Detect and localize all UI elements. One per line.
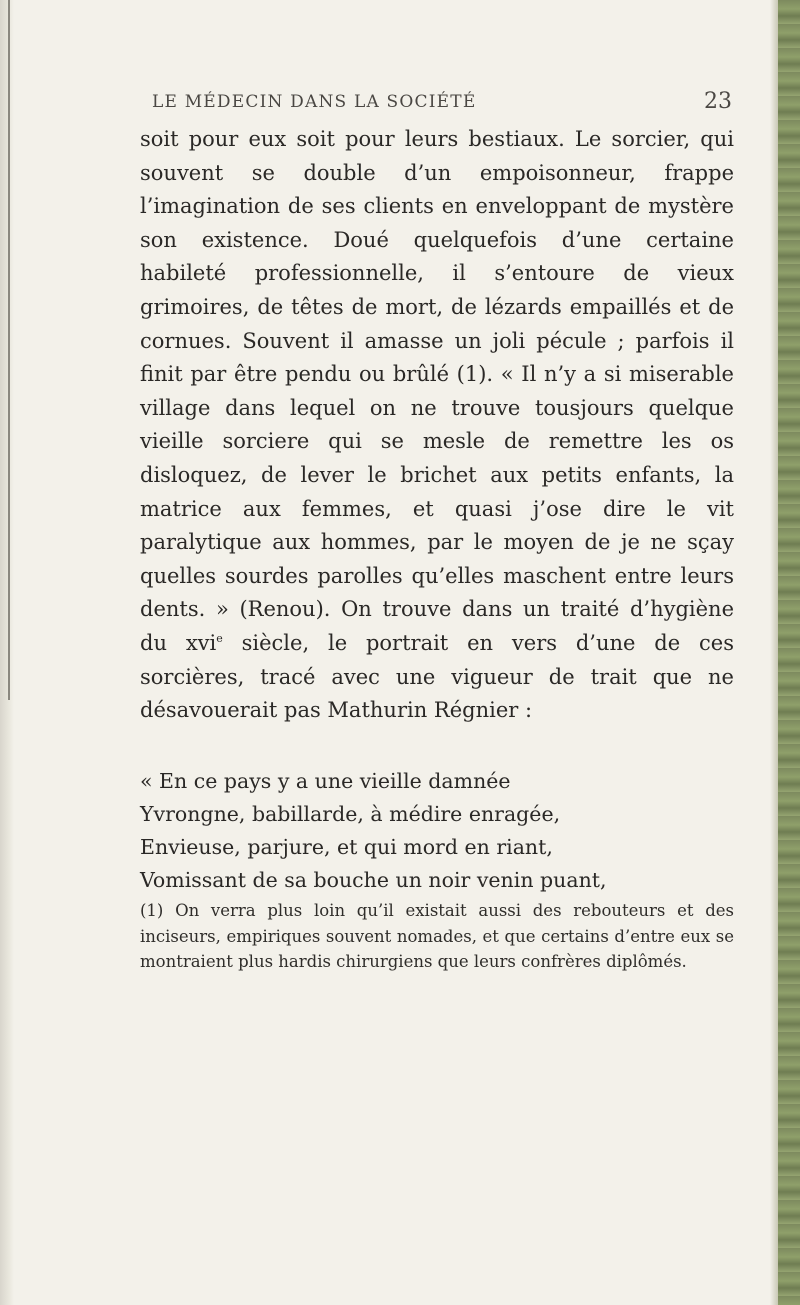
running-header bbox=[152, 89, 732, 122]
body-paragraph bbox=[140, 123, 734, 728]
page-number: 23 bbox=[704, 89, 732, 114]
body-paragraph-end: siècle, le portrait en vers d’une de ces sorcières, tracé avec une vigueur de trait que ne désavouerait pas Mathurin Régnier : bbox=[140, 630, 734, 723]
book-cover-edge bbox=[778, 0, 800, 1305]
verse-quotation bbox=[140, 765, 734, 897]
century-numeral: xvi bbox=[185, 630, 217, 655]
footnote: (1) On verra plus loin qu’il existait aussi des rebouteurs et des inciseurs, empiriques souvent nomades, et que certains d’entre eux se montraient plus hardis chirurgiens que leurs confrères diplômés. bbox=[140, 901, 734, 971]
page-gutter-left bbox=[0, 0, 14, 1305]
running-title: LE MÉDECIN DANS LA SOCIÉTÉ bbox=[152, 92, 477, 112]
main-text-block bbox=[140, 123, 734, 728]
verse-line: Yvrongne, babillarde, à médire enragée, bbox=[140, 802, 561, 826]
century-superscript: e bbox=[216, 631, 223, 645]
verse-line: « En ce pays y a une vieille damnée bbox=[140, 769, 511, 793]
page-edge-shadow bbox=[770, 0, 778, 1305]
binding-edge bbox=[8, 0, 10, 700]
body-paragraph-text: soit pour eux soit pour leurs bestiaux. Le sorcier, qui souvent se double d’un empoisonneur, frappe l’imagination de ses clients en enveloppant de mystère son existence. Doué quelquefois d’une certaine habileté professionnelle, il s’entoure de vieux grimoires, de têtes de mort, de lézards empaillés et de cornues. Souvent il amasse un joli pécule ; parfois il finit par être pendu ou brûlé (1). « Il n’y a si miserable village dans lequel on ne trouve tousjours quelque vieille sorciere qui se mesle de remettre les os disloquez, de lever le brichet aux petits enfants, la matrice aux femmes, et quasi j’ose dire le vit paralytique aux hommes, par le moyen de je ne sçay quelles sourdes parolles qu’elles maschent entre leurs dents. » (Renou). On trouve dans un traité d’hygiène du bbox=[140, 127, 734, 655]
verse-line: Vomissant de sa bouche un noir venin puant, bbox=[140, 868, 607, 892]
verse-line: Envieuse, parjure, et qui mord en riant, bbox=[140, 835, 553, 859]
